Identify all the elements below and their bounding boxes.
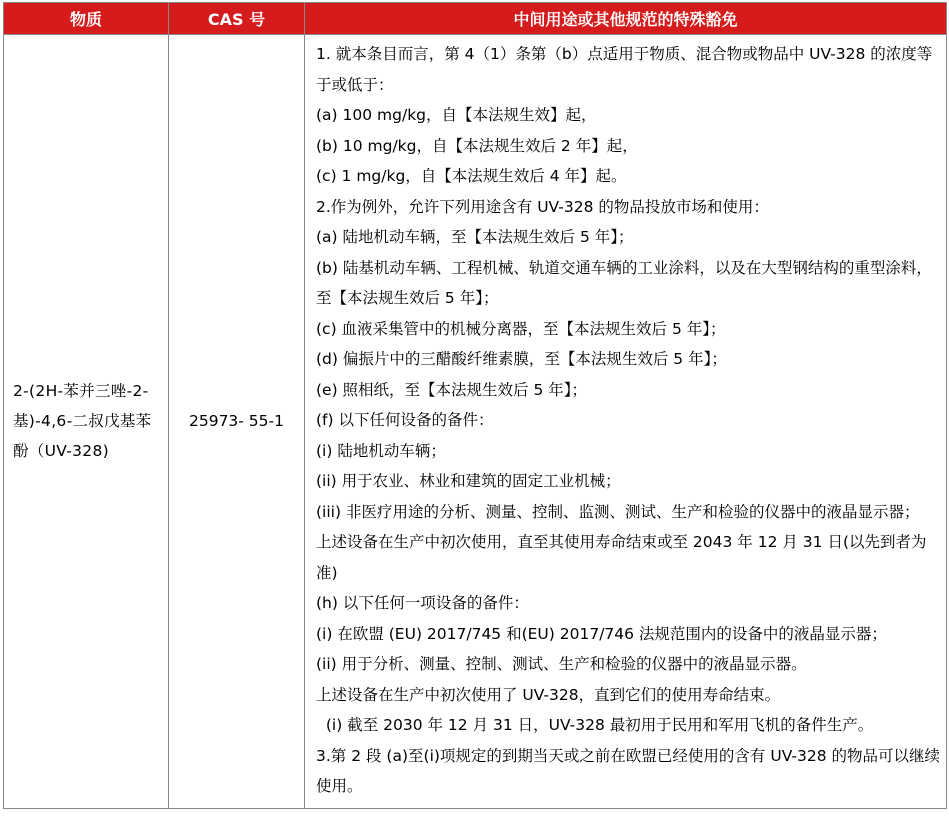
cas-number-cell: 25973- 55-1 bbox=[169, 35, 305, 809]
exemption-line: (iii) 非医疗用途的分析、测量、控制、监测、测试、生产和检验的仪器中的液晶显示器； bbox=[316, 502, 920, 521]
exemption-text-cell bbox=[305, 35, 947, 809]
exemption-line: (a) 陆地机动车辆，至【本法规生效后 5 年】； bbox=[316, 228, 634, 246]
header-cas-number: CAS 号 bbox=[169, 3, 305, 35]
exemption-line: (a) 100 mg/kg，自【本法规生效】起， bbox=[316, 106, 597, 124]
header-substance: 物质 bbox=[4, 3, 169, 35]
table-row bbox=[4, 35, 947, 809]
exemption-line: 3.第 2 段 (a)至(i)项规定的到期当天或之前在欧盟已经使用的含有 UV-328 的物品可以继续使用。 bbox=[316, 746, 940, 795]
exemption-line: (f) 以下任何设备的备件： bbox=[316, 411, 494, 429]
exemption-line: (b) 10 mg/kg，自【本法规生效后 2 年】起， bbox=[316, 136, 638, 155]
exemption-line: (h) 以下任何一项设备的备件： bbox=[316, 594, 529, 612]
exemption-line: (e) 照相纸，至【本法规生效后 5 年】； bbox=[316, 380, 588, 399]
exemption-line: 1. 就本条目而言，第 4（1）条第（b）点适用于物质、混合物或物品中 UV-328 的浓度等于或低于： bbox=[316, 45, 933, 94]
exemption-line: (ii) 用于农业、林业和建筑的固定工业机械； bbox=[316, 472, 621, 490]
exemption-line: (ii) 用于分析、测量、控制、测试、生产和检验的仪器中的液晶显示器。 bbox=[316, 655, 807, 673]
exemption-line: (c) 1 mg/kg，自【本法规生效后 4 年】起。 bbox=[316, 167, 627, 185]
exemption-line: (d) 偏振片中的三醋酸纤维素膜，至【本法规生效后 5 年】； bbox=[316, 350, 727, 368]
header-special-exemption: 中间用途或其他规范的特殊豁免 bbox=[305, 3, 947, 35]
exemption-line: (c) 血液采集管中的机械分离器，至【本法规生效后 5 年】； bbox=[316, 319, 726, 338]
exemption-line: (i) 陆地机动车辆； bbox=[316, 441, 446, 460]
restriction-table bbox=[3, 2, 947, 809]
exemption-line: 上述设备在生产中初次使用了 UV-328，直到它们的使用寿命结束。 bbox=[316, 685, 781, 704]
substance-name-cell: 2-(2H-苯并三唑-2-基)-4,6-二叔戊基苯酚（UV-328) bbox=[4, 35, 169, 809]
exemption-line: (i) 在欧盟 (EU) 2017/745 和(EU) 2017/746 法规范围内的设备中的液晶显示器； bbox=[316, 624, 887, 643]
exemption-line: (i) 截至 2030 年 12 月 31 日，UV-328 最初用于民用和军用飞机的备件生产。 bbox=[316, 716, 874, 734]
exemption-line: 上述设备在生产中初次使用，直至其使用寿命结束或至 2043 年 12 月 31 日(以先到者为准) bbox=[316, 533, 927, 582]
exemption-line: (b) 陆基机动车辆、工程机械、轨道交通车辆的工业涂料，以及在大型钢结构的重型涂料，至【本法规生效后 5 年】； bbox=[316, 258, 932, 307]
table-header-row bbox=[4, 3, 947, 35]
exemption-line: 2.作为例外，允许下列用途含有 UV-328 的物品投放市场和使用： bbox=[316, 197, 769, 216]
